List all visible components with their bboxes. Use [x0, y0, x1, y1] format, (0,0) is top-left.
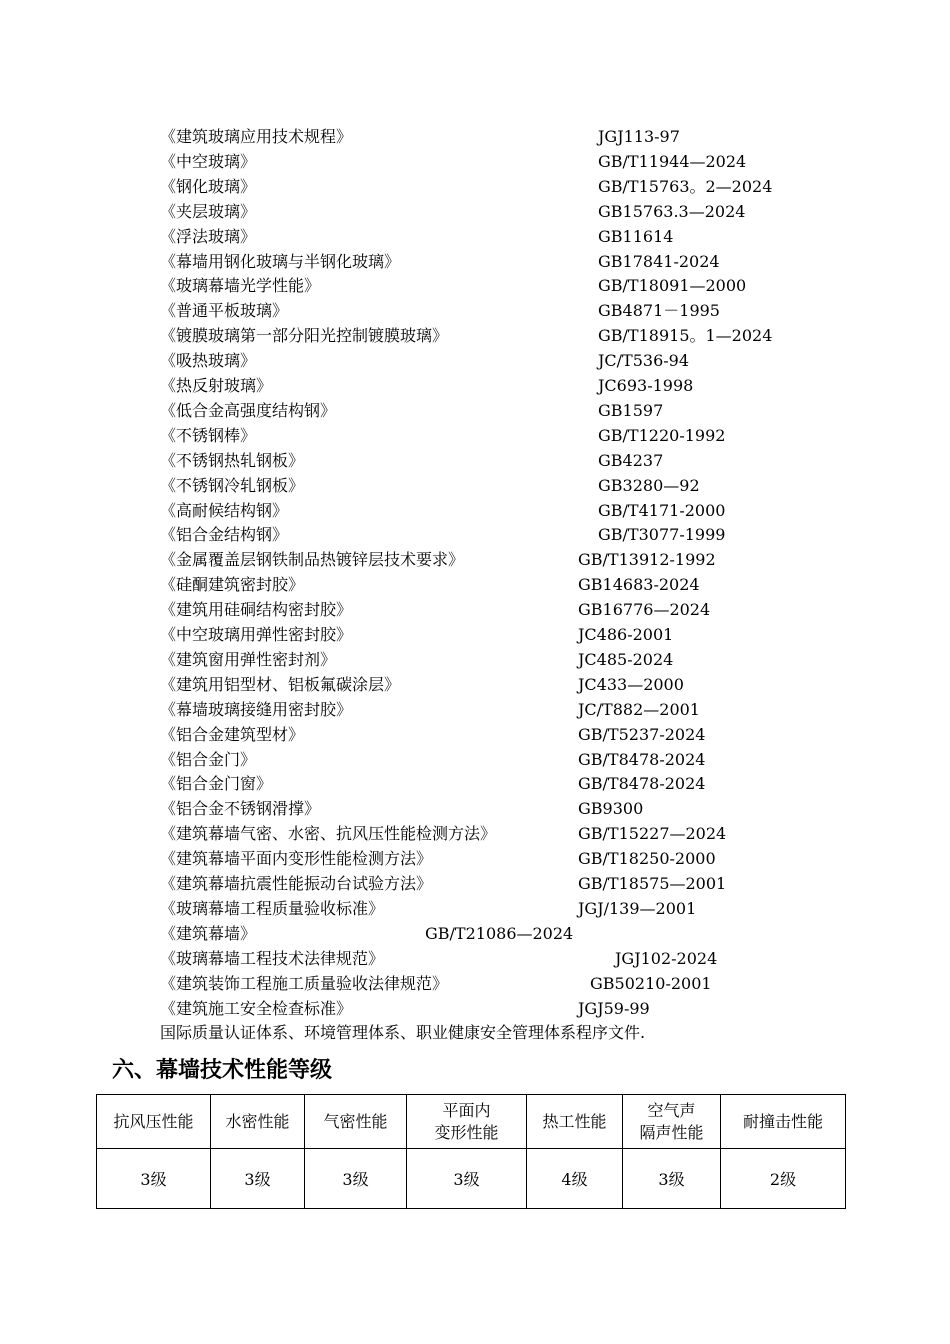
header-cell: 水密性能	[211, 1095, 305, 1149]
standard-code: GB/T18915。1—2024	[598, 326, 773, 346]
standard-code: GB11614	[598, 226, 674, 246]
standard-code: GB/T15227—2024	[578, 824, 727, 844]
standard-code: GB3280—92	[598, 475, 700, 495]
value-cell: 4级	[527, 1149, 623, 1209]
table-header-row	[97, 1095, 846, 1149]
standard-code: JGJ102-2024	[615, 948, 718, 968]
standard-name: 《金属覆盖层钢铁制品热镀锌层技术要求》	[160, 550, 465, 570]
value-cell: 3级	[97, 1149, 211, 1209]
standard-name: 《夹层玻璃》	[160, 201, 257, 221]
standard-name: 《普通平板玻璃》	[160, 301, 289, 321]
standard-code: JGJ113-97	[598, 127, 680, 146]
header-cell: 热工性能	[527, 1095, 623, 1149]
value-cell: 3级	[211, 1149, 305, 1209]
standard-code: GB/T15763。2—2024	[598, 176, 773, 196]
standard-name: 《建筑装饰工程施工质量验收法律规范》	[160, 973, 449, 993]
standard-name: 《钢化玻璃》	[160, 176, 257, 196]
table-value-row	[97, 1149, 846, 1209]
section-heading: 六、幕墙技术性能等级	[112, 1058, 333, 1083]
standard-code: GB9300	[578, 799, 644, 819]
standard-code: JC/T536-94	[598, 351, 690, 371]
standard-code: GB4871－1995	[598, 301, 720, 321]
standard-name: 《建筑幕墙》	[160, 923, 257, 943]
standard-name: 《建筑施工安全检查标准》	[160, 998, 353, 1018]
standard-code: GB/T1220-1992	[598, 425, 726, 445]
standard-code: GB/T21086—2024	[425, 923, 574, 943]
standard-name: 《高耐候结构钢》	[160, 500, 289, 520]
standard-name: 《建筑玻璃应用技术规程》	[160, 127, 353, 146]
standard-code: GB/T18250-2000	[578, 849, 716, 869]
standard-code: GB1597	[598, 400, 664, 420]
standard-name: 《建筑幕墙气密、水密、抗风压性能检测方法》	[160, 824, 497, 844]
standard-name: 《不锈钢棒》	[160, 425, 257, 445]
performance-grades-table	[96, 1094, 846, 1209]
standard-code: GB17841-2024	[598, 251, 720, 271]
standard-code: JC693-1998	[598, 376, 694, 395]
header-cell: 空气声 隔声性能	[623, 1095, 721, 1149]
standard-name: 《建筑用铝型材、铝板氟碳涂层》	[160, 674, 401, 694]
standard-name: 《建筑幕墙抗震性能振动台试验方法》	[160, 874, 433, 893]
value-cell: 3级	[305, 1149, 407, 1209]
header-cell: 平面内 变形性能	[407, 1095, 527, 1149]
standard-name: 《低合金高强度结构钢》	[160, 400, 337, 420]
standard-code: GB16776—2024	[578, 600, 711, 620]
standard-code: GB/T3077-1999	[598, 525, 726, 545]
standard-code: JC433—2000	[578, 674, 684, 694]
standard-name: 《中空玻璃》	[160, 151, 257, 171]
standard-name: 《建筑用硅硐结构密封胶》	[160, 600, 353, 620]
standard-name: 《铝合金门》	[160, 749, 257, 769]
standard-code: GB/T18091—2000	[598, 276, 747, 296]
standard-name: 《吸热玻璃》	[160, 351, 257, 371]
standard-name: 《镀膜玻璃第一部分阳光控制镀膜玻璃》	[160, 326, 449, 346]
standard-code: GB/T5237-2024	[578, 724, 706, 744]
standard-name: 《热反射玻璃》	[160, 376, 273, 395]
standard-name: 《铝合金结构钢》	[160, 525, 289, 545]
standard-code: JC486-2001	[578, 625, 674, 644]
standard-name: 《中空玻璃用弹性密封胶》	[160, 625, 353, 644]
standard-name: 《玻璃幕墙工程技术法律规范》	[160, 948, 385, 968]
standard-name: 《幕墙用钢化玻璃与半钢化玻璃》	[160, 251, 401, 271]
standard-code: GB50210-2001	[590, 973, 712, 993]
standard-code: GB/T18575—2001	[578, 874, 727, 893]
header-cell: 抗风压性能	[97, 1095, 211, 1149]
standard-name: 《玻璃幕墙光学性能》	[160, 276, 321, 296]
standard-name: 《幕墙玻璃接缝用密封胶》	[160, 699, 353, 719]
standard-name: 《铝合金不锈钢滑撑》	[160, 799, 321, 819]
quality-system-note: 国际质量认证体系、环境管理体系、职业健康安全管理体系程序文件.	[160, 1023, 646, 1042]
standard-code: JC/T882—2001	[578, 699, 700, 719]
standard-code: GB/T13912-1992	[578, 550, 716, 570]
standard-name: 《硅酮建筑密封胶》	[160, 575, 305, 595]
value-cell: 2级	[721, 1149, 846, 1209]
standard-code: GB/T11944—2024	[598, 151, 747, 171]
header-cell: 耐撞击性能	[721, 1095, 846, 1149]
standard-code: JGJ59-99	[578, 998, 650, 1018]
standard-code: GB/T4171-2000	[598, 500, 726, 520]
standard-code: GB15763.3—2024	[598, 201, 746, 221]
standard-name: 《建筑窗用弹性密封剂》	[160, 649, 337, 669]
standard-name: 《铝合金门窗》	[160, 774, 273, 794]
header-cell: 气密性能	[305, 1095, 407, 1149]
standard-code: JGJ/139—2001	[578, 898, 697, 918]
standard-name: 《不锈钢热轧钢板》	[160, 450, 305, 470]
standard-code: GB14683-2024	[578, 575, 700, 595]
standard-name: 《玻璃幕墙工程质量验收标准》	[160, 898, 385, 918]
standard-name: 《浮法玻璃》	[160, 226, 257, 246]
standard-name: 《建筑幕墙平面内变形性能检测方法》	[160, 849, 433, 869]
standard-code: GB/T8478-2024	[578, 749, 706, 769]
standard-code: JC485-2024	[578, 649, 674, 669]
value-cell: 3级	[623, 1149, 721, 1209]
standard-code: GB4237	[598, 450, 664, 470]
standard-code: GB/T8478-2024	[578, 774, 706, 794]
value-cell: 3级	[407, 1149, 527, 1209]
standard-name: 《铝合金建筑型材》	[160, 724, 305, 744]
standard-name: 《不锈钢冷轧钢板》	[160, 475, 305, 495]
